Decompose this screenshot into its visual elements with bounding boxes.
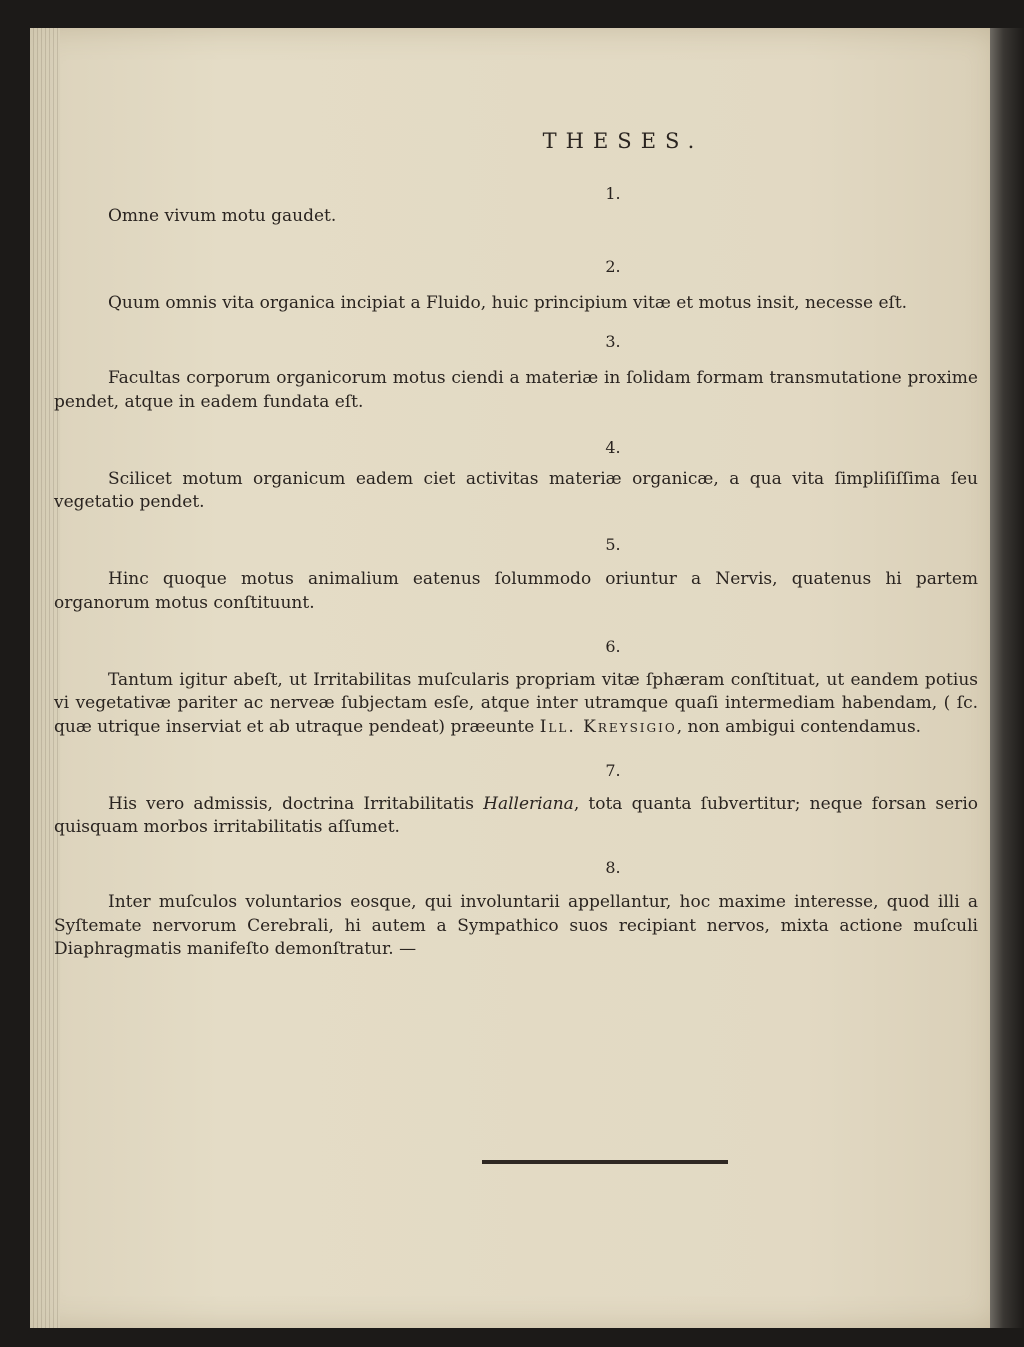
thesis-7-text-b: , tota quanta ſubvertitur; neque forsan serio quisquam morbos irritabilitatis aſſumet. [54, 793, 978, 837]
thesis-text-8: Inter muſculos voluntarios eosque, qui involuntarii appellantur, hoc maxime interesse, quod illi a Syſtemate nervorum Cerebrali, hi autem a Sympathico suos recipiant nervos, mixta actione muſculi Diaphragmatis manifeſto demonſtratur. — [54, 892, 978, 959]
thesis-text-5: Hinc quoque motus animalium eatenus ſolummodo oriuntur a Nervis, quatenus hi partem organorum motus conſtituunt. [54, 569, 978, 613]
thesis-number-7: 7. [605, 761, 621, 780]
thesis-number-5: 5. [605, 534, 621, 554]
thesis-number-1: 1. [605, 183, 621, 203]
thesis-text-3: Facultas corporum organicorum motus ciendi a materiæ in ſolidam formam transmutatione proxime pendet, atque in eadem fundata eſt. [54, 368, 978, 412]
thesis-6-text-b: , non ambigui contendamus. [676, 716, 922, 737]
thesis-6-text-a: Tantum igitur abeſt, ut Irritabilitas muſcularis propriam vitæ ſphæram conſtituat, ut eandem potius vi vegetativæ pariter ac nerveæ ſubjectam esſe, atque inter utramque quaſi intermediam habendam, ( ſc. quæ utrique inserviat et ab utraque pendeat) præeunte [54, 669, 978, 737]
binding-shadow [990, 28, 1024, 1328]
theses-text [54, 120, 978, 962]
page-title: THESES. [542, 129, 704, 153]
thesis-6-author: Ill. Kreysigio [539, 716, 677, 737]
thesis-7-italic: Halleriana [483, 793, 574, 814]
thesis-text-2: Quum omnis vita organica incipiat a Fluido, huic principium vitæ et motus insit, necesse eſt. [108, 293, 908, 313]
thesis-number-6: 6. [605, 637, 621, 656]
thesis-number-4: 4. [605, 438, 621, 457]
thesis-number-2: 2. [605, 256, 621, 276]
thesis-text-4: Scilicet motum organicum eadem ciet activitas materiæ organicæ, a qua vita ſimpliſiſſima ſeu vegetatio pendet. [54, 468, 978, 512]
thesis-number-8: 8. [605, 857, 621, 877]
closing-rule [482, 1160, 728, 1164]
thesis-number-3: 3. [605, 331, 621, 351]
thesis-text-7 [54, 793, 978, 840]
thesis-7-text-a: His vero admissis, doctrina Irritabilitatis [108, 793, 484, 814]
thesis-text-1: Omne vivum motu gaudet. [108, 206, 337, 226]
thesis-text-6 [54, 669, 978, 740]
